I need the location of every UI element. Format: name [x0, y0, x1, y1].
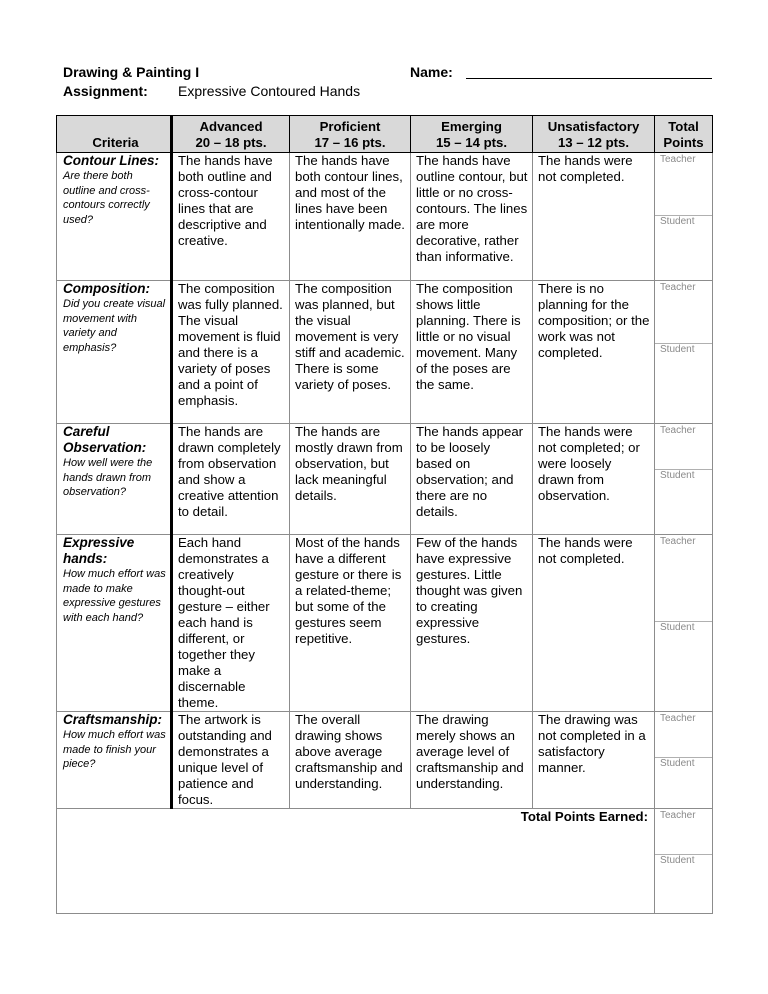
emerging-cell: The hands have outline contour, but little or no cross-contours. The lines are more decorative, rather than informative.: [411, 153, 533, 281]
score-cell[interactable]: [655, 712, 713, 809]
table-row: [57, 424, 713, 535]
score-cell[interactable]: [655, 153, 713, 281]
level-header-advanced: Advanced 20 – 18 pts.: [172, 116, 290, 153]
table-row: [57, 535, 713, 712]
score-cell[interactable]: [655, 535, 713, 712]
criterion-cell: [57, 281, 172, 424]
proficient-cell: The hands have both contour lines, and most of the lines have been intentionally made.: [290, 153, 411, 281]
criterion-cell: [57, 153, 172, 281]
proficient-cell: The composition was planned, but the visual movement is very stiff and academic. There is some variety of poses.: [290, 281, 411, 424]
criteria-header: Criteria: [57, 116, 172, 153]
student-score-label: Student: [655, 757, 712, 770]
header-row: [57, 116, 713, 153]
emerging-cell: The composition shows little planning. There is little or no visual movement. Many of the poses are the same.: [411, 281, 533, 424]
criterion-cell: [57, 535, 172, 712]
student-score-label: Student: [655, 854, 712, 867]
unsatisfactory-cell: There is no planning for the composition; or the work was not completed.: [533, 281, 655, 424]
teacher-score-label: Teacher: [660, 425, 696, 436]
emerging-cell: The hands appear to be loosely based on observation; and there are no details.: [411, 424, 533, 535]
total-row: [57, 809, 713, 914]
score-cell[interactable]: [655, 281, 713, 424]
unsatisfactory-cell: The hands were not completed.: [533, 535, 655, 712]
proficient-cell: The overall drawing shows above average craftsmanship and understanding.: [290, 712, 411, 809]
table-row: [57, 281, 713, 424]
teacher-score-label: Teacher: [660, 536, 696, 547]
table-row: [57, 712, 713, 809]
criterion-question: How much effort was made to make expressive gestures with each hand?: [63, 568, 166, 624]
student-score-label: Student: [655, 215, 712, 228]
total-points-earned-label: Total Points Earned:: [57, 809, 655, 914]
criterion-title: Composition:: [63, 281, 150, 296]
criterion-title: Careful Observation:: [63, 424, 147, 455]
emerging-cell: Few of the hands have expressive gestures. Little thought was given to creating expressive gestures.: [411, 535, 533, 712]
teacher-score-label: Teacher: [660, 713, 696, 724]
criterion-cell: [57, 424, 172, 535]
criterion-cell: [57, 712, 172, 809]
course-title: Drawing & Painting I: [63, 64, 200, 80]
student-score-label: Student: [655, 343, 712, 356]
criterion-question: Did you create visual movement with variety and emphasis?: [63, 298, 166, 354]
score-cell[interactable]: [655, 424, 713, 535]
proficient-cell: The hands are mostly drawn from observation, but lack meaningful details.: [290, 424, 411, 535]
table-row: [57, 153, 713, 281]
criterion-question: Are there both outline and cross-contours correctly used?: [63, 170, 150, 226]
level-header-emerging: Emerging 15 – 14 pts.: [411, 116, 533, 153]
teacher-score-label: Teacher: [660, 154, 696, 165]
student-score-label: Student: [655, 621, 712, 634]
advanced-cell: The hands have both outline and cross-contour lines that are descriptive and creative.: [172, 153, 290, 281]
advanced-cell: The hands are drawn completely from observation and show a creative attention to detail.: [172, 424, 290, 535]
assignment-label: Assignment:: [63, 83, 148, 99]
rubric-table: [56, 115, 713, 914]
criterion-title: Expressive hands:: [63, 535, 135, 566]
teacher-score-label: Teacher: [660, 810, 696, 821]
name-label: Name:: [410, 64, 453, 80]
criterion-question: How much effort was made to finish your piece?: [63, 729, 166, 770]
proficient-cell: Most of the hands have a different gesture or there is a related-theme; but some of the gestures seem repetitive.: [290, 535, 411, 712]
emerging-cell: The drawing merely shows an average level of craftsmanship and understanding.: [411, 712, 533, 809]
advanced-cell: The composition was fully planned. The visual movement is fluid and there is a variety of poses and a point of emphasis.: [172, 281, 290, 424]
name-field[interactable]: [466, 78, 712, 79]
criterion-title: Craftsmanship:: [63, 712, 163, 727]
unsatisfactory-cell: The drawing was not completed in a satisfactory manner.: [533, 712, 655, 809]
total-points-header: Total Points: [655, 116, 713, 153]
unsatisfactory-cell: The hands were not completed; or were loosely drawn from observation.: [533, 424, 655, 535]
student-score-label: Student: [655, 469, 712, 482]
criterion-title: Contour Lines:: [63, 153, 159, 168]
criterion-question: How well were the hands drawn from observation?: [63, 457, 153, 498]
unsatisfactory-cell: The hands were not completed.: [533, 153, 655, 281]
total-score-cell[interactable]: [655, 809, 713, 914]
advanced-cell: The artwork is outstanding and demonstrates a unique level of patience and focus.: [172, 712, 290, 809]
level-header-proficient: Proficient 17 – 16 pts.: [290, 116, 411, 153]
teacher-score-label: Teacher: [660, 282, 696, 293]
advanced-cell: Each hand demonstrates a creatively thought-out gesture – either each hand is different, or together they make a discernable theme.: [172, 535, 290, 712]
level-header-unsatisfactory: Unsatisfactory 13 – 12 pts.: [533, 116, 655, 153]
rubric-header: [63, 63, 713, 103]
assignment-title: Expressive Contoured Hands: [178, 83, 361, 99]
